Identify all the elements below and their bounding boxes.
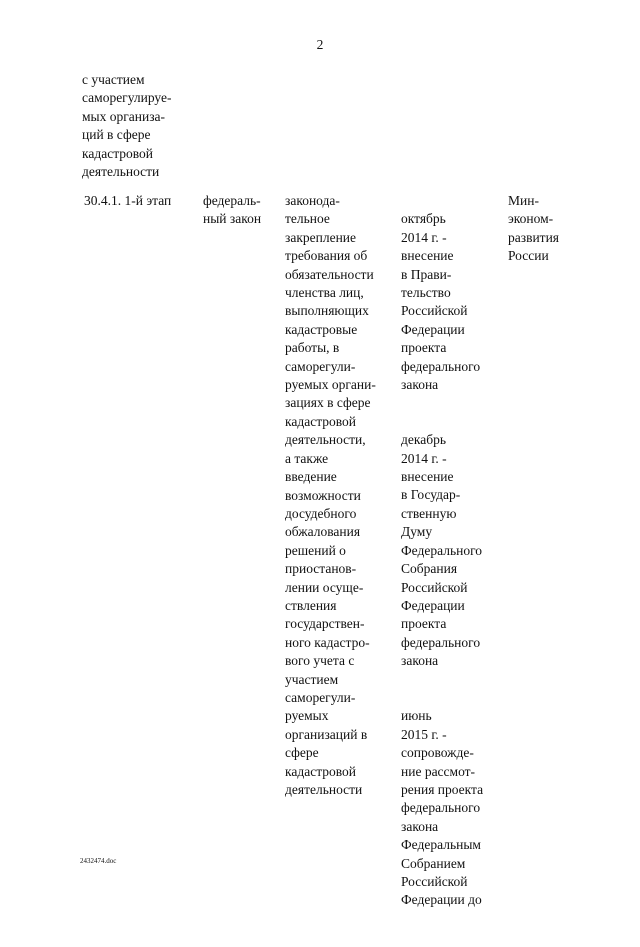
- deadline-stage-2: декабрь 2014 г. - внесение в Государ- ственную Думу Федерального Собрания Российской Федерации проекта федерального закона: [401, 432, 483, 669]
- deadlines-column: [401, 192, 503, 947]
- measure-content: законода- тельное закрепление требования об обязательности членства лиц, выполняющих кадастровые работы, в саморегули- руемых органи- зациях в сфере кадастровой деятельности, а также введение возможности досудебного обжалования решений о приостанов- лении осуще- ствления государствен- ного кадастро- вого учета с участием саморегули- руемых организаций в сфере кадастровой деятельности: [285, 193, 376, 797]
- deadline-stage-3: июнь 2015 г. - сопровожде- ние рассмот- рения проекта федерального закона Федеральным Собранием Российской Федерации до: [401, 708, 484, 908]
- continuation-text: с участием саморегулируе- мых организа- ций в сфере кадастровой деятельности: [82, 72, 172, 180]
- responsible-executor: Мин- эконом- развития России: [508, 193, 560, 264]
- file-name-footer: 2432474.doc: [80, 857, 117, 865]
- document-type: федераль- ный закон: [203, 193, 262, 227]
- page-number: 2: [316, 37, 324, 52]
- item-number: 30.4.1. 1-й этап: [84, 193, 172, 208]
- deadline-stage-1: октябрь 2014 г. - внесение в Прави- тельство Российской Федерации проекта федерального закона: [401, 211, 481, 393]
